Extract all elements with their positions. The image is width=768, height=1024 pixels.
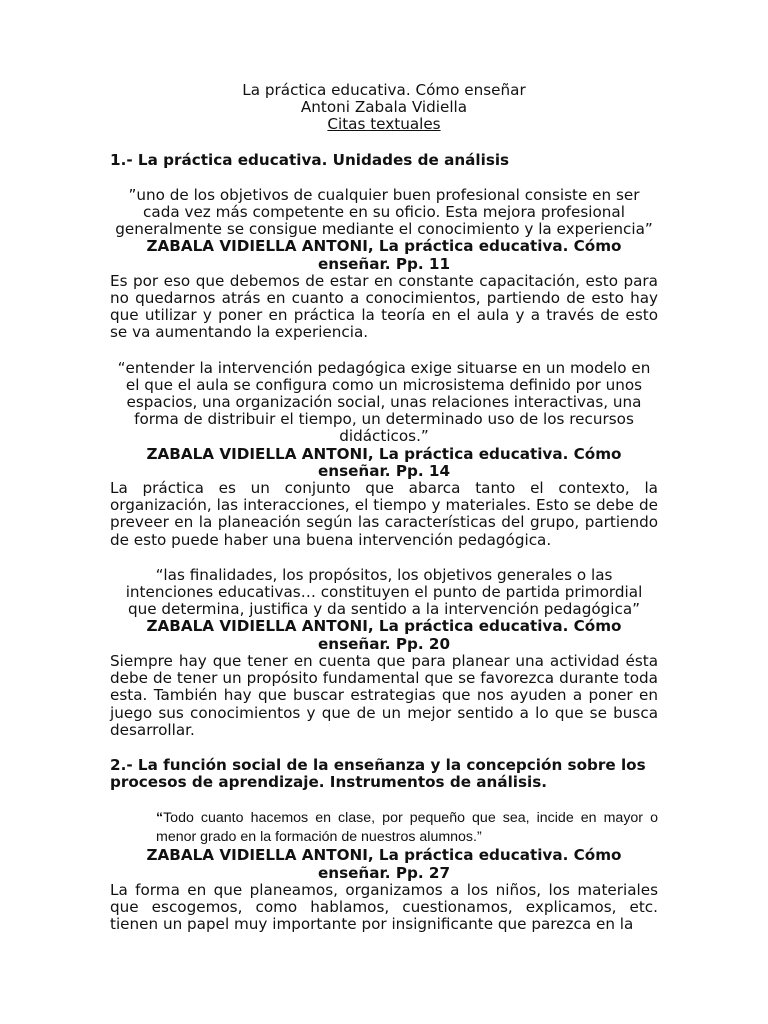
quote-3: “las finalidades, los propósitos, los objetivos generales o las intenciones educativas… constituyen el punto de partida primordial que determina, justifica y da sentido a la intervención pedagógica” [125, 565, 643, 619]
quote-2: “entender la intervención pedagógica exige situarse en un modelo en el que el aula se configura como un microsistema definido por unos espacios, una organización social, unas relaciones interactivas, una forma de distribuir el tiempo, un determinado uso de los recursos didácticos.” [117, 358, 651, 446]
commentary-4: La forma en que planeamos, organizamos a los niños, los materiales que escogemos, como hablamos, cuestionamos, explicamos, etc. tienen un papel muy importante por insignificante que parezca en la [110, 880, 658, 934]
citation-1: ZABALA VIDIELLA ANTONI, La práctica educativa. Cómo enseñar. Pp. 11 [146, 237, 622, 273]
document-author: Antoni Zabala Vidiella [300, 98, 468, 117]
quote-4-text: Todo cuanto hacemos en clase, por pequeño que sea, incide en mayor o menor grado en la formación de nuestros alumnos.” [156, 810, 658, 846]
citation-2: ZABALA VIDIELLA ANTONI, La práctica educativa. Cómo enseñar. Pp. 14 [146, 444, 622, 480]
citation-4: ZABALA VIDIELLA ANTONI, La práctica educativa. Cómo enseñar. Pp. 27 [146, 846, 622, 882]
commentary-1: Es por eso que debemos de estar en constante capacitación, esto para no quedarnos atrás en cuanto a conocimientos, partiendo de esto hay que utilizar y poner en práctica la teoría en el aula y a través de esto se va aumentando la experiencia. [110, 271, 658, 342]
quote-4 [156, 809, 658, 847]
document-title: La práctica educativa. Cómo enseñar [242, 81, 526, 99]
commentary-3: Siempre hay que tener en cuenta que para planear una actividad ésta debe de tener un propósito fundamental que se favorezca durante toda esta. También hay que buscar estrategias que nos ayuden a poner en juego sus conocimientos y que de un mejor sentido a lo que se busca desarrollar. [110, 651, 658, 739]
section-1-heading: 1.- La práctica educativa. Unidades de análisis [110, 150, 510, 169]
quote-1: ”uno de los objetivos de cualquier buen profesional consiste en ser cada vez más competente en su oficio. Esta mejora profesional generalmente se consigue mediante el conocimiento y la experiencia” [115, 185, 653, 239]
citation-3: ZABALA VIDIELLA ANTONI, La práctica educativa. Cómo enseñar. Pp. 20 [146, 617, 622, 653]
commentary-2: La práctica es un conjunto que abarca tanto el contexto, la organización, las interacciones, el tiempo y materiales. Esto se debe de preveer en la planeación según las características del grupo, partiendo de esto puede haber una buena intervención pedagógica. [110, 479, 658, 549]
document-subtitle: Citas textuales [327, 115, 441, 134]
document-page [110, 82, 658, 933]
quote-4-open-mark: “ [156, 810, 164, 827]
section-2-heading: 2.- La función social de la enseñanza y la concepción sobre los procesos de aprendizaje. Instrumentos de análisis. [110, 755, 646, 792]
